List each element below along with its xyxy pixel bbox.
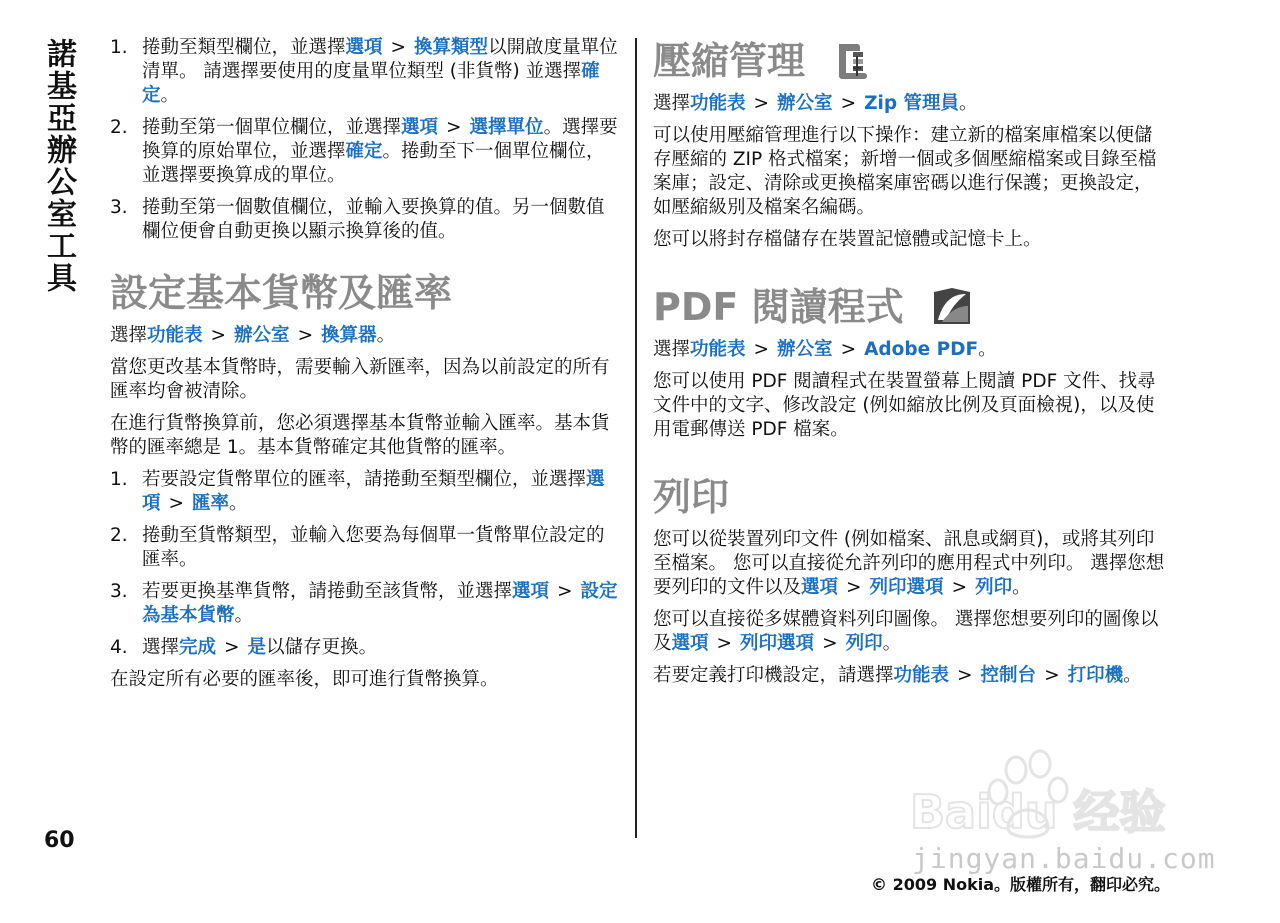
- path-separator: >: [168, 493, 185, 514]
- text-run: 。: [1123, 665, 1142, 686]
- zip-manager-icon: [831, 38, 879, 84]
- text-run: 您可以從裝置列印文件 (例如檔案、訊息或網頁)，或將其列印至檔案。 您可以直接從允許列印的應用程式中列印。 選擇您想要列印的文件以及: [653, 529, 1165, 598]
- page-number: 60: [44, 828, 75, 853]
- currency-steps: [110, 468, 622, 660]
- text-run: 選擇: [110, 325, 148, 346]
- text-run: 若要定義打印機設定，請選擇: [653, 665, 894, 686]
- menu-path-pdf: [653, 338, 1168, 362]
- path-separator: >: [1044, 665, 1060, 686]
- text-run: 。: [160, 85, 180, 106]
- menu-link[interactable]: Adobe PDF: [864, 339, 979, 360]
- text-run: 。: [978, 339, 997, 360]
- left-column: [110, 36, 622, 700]
- text-run: 。: [229, 493, 248, 514]
- paragraph-currency-1: 當您更改基本貨幣時，需要輸入新匯率，因為以前設定的所有匯率均會被清除。: [110, 357, 610, 402]
- menu-link[interactable]: Zip 管理員: [864, 93, 960, 114]
- menu-link[interactable]: 辦公室: [777, 93, 833, 114]
- menu-link[interactable]: 列印: [975, 577, 1013, 598]
- section-heading-currency: 設定基本貨幣及匯率: [110, 271, 453, 315]
- menu-link[interactable]: 換算器: [321, 325, 377, 346]
- list-number: 1.: [110, 37, 128, 58]
- menu-link[interactable]: 是: [247, 637, 267, 658]
- path-separator: >: [822, 633, 838, 654]
- text-run: 。: [376, 325, 396, 346]
- path-separator: >: [446, 117, 462, 138]
- menu-link[interactable]: 控制台: [980, 665, 1037, 686]
- menu-link[interactable]: 匯率: [192, 493, 230, 514]
- text-run: 您可以直接從多媒體資料列印圖像。 選擇您想要列印的圖像以及: [653, 609, 1159, 654]
- menu-link[interactable]: 換算類型: [414, 37, 489, 58]
- text-run: 捲動至類型欄位，並選擇: [142, 37, 346, 58]
- menu-link[interactable]: 設定為基本貨幣: [142, 581, 618, 626]
- list-item-text: [142, 636, 622, 660]
- text-run: 若要設定貨幣單位的匯率，請捲動至類型欄位，並選擇: [142, 469, 587, 490]
- text-run: 。: [882, 633, 902, 654]
- section-heading-pdf: [653, 282, 1168, 332]
- paragraph-print-3: [653, 664, 1168, 688]
- path-separator: >: [753, 93, 770, 114]
- path-separator: >: [957, 665, 973, 686]
- list-item: [110, 196, 622, 244]
- chapter-title: 諾基亞辦公室工具: [41, 38, 76, 294]
- list-number: 1.: [110, 469, 128, 490]
- path-separator: >: [840, 93, 857, 114]
- copyright-notice: © 2009 Nokia。版權所有，翻印必究。: [871, 875, 1170, 894]
- text-run: 捲動至貨幣類型，並輸入您要為每個單一貨幣單位設定的匯率。: [142, 525, 605, 570]
- text-run: 。捲動至下一個單位欄位，並選擇要換算成的單位。: [142, 141, 605, 186]
- menu-link[interactable]: 列印: [845, 633, 883, 654]
- text-run: 以開啟度量單位清單。 請選擇要使用的度量單位類型 (非貨幣) 並選擇: [142, 37, 618, 82]
- watermark-logo-text: Baidu 经验: [910, 785, 1166, 839]
- section-heading-zip: [653, 36, 1168, 86]
- pdf-heading-text: PDF 閱讀程式: [653, 285, 904, 329]
- text-run: 捲動至第一個數值欄位，並輸入要換算的值。另一個數值欄位便會自動更換以顯示換算後的值。: [142, 197, 605, 242]
- text-run: 若要更換基準貨幣，請捲動至該貨幣，並選擇: [142, 581, 513, 602]
- path-separator: >: [951, 577, 968, 598]
- menu-link[interactable]: 確定: [142, 61, 600, 106]
- menu-link[interactable]: 打印機: [1067, 665, 1124, 686]
- list-item-text: [142, 116, 622, 188]
- list-number: 3.: [110, 197, 128, 218]
- text-run: 以儲存更換。: [266, 637, 378, 658]
- menu-link[interactable]: 選項: [142, 469, 605, 514]
- path-separator: >: [753, 339, 770, 360]
- menu-link[interactable]: 辦公室: [234, 325, 290, 346]
- text-run: 。: [1012, 577, 1031, 598]
- section-heading-print: 列印: [653, 475, 730, 519]
- path-separator: >: [557, 581, 573, 602]
- path-separator: >: [390, 37, 407, 58]
- text-run: 。選擇要換算的原始單位，並選擇: [142, 117, 618, 162]
- menu-path-zip: [653, 92, 1168, 116]
- list-item-text: [142, 468, 622, 516]
- menu-link[interactable]: 完成: [179, 637, 217, 658]
- list-number: 2.: [110, 525, 128, 546]
- menu-link[interactable]: 辦公室: [777, 339, 833, 360]
- pdf-reader-icon: [930, 284, 978, 330]
- zip-heading-text: 壓縮管理: [653, 39, 806, 83]
- paragraph-print-2: [653, 608, 1168, 656]
- list-item: [110, 36, 622, 108]
- paragraph-zip-2: 您可以將封存檔儲存在裝置記憶體或記憶卡上。: [653, 229, 1042, 250]
- menu-link[interactable]: 選項: [801, 577, 839, 598]
- list-item: [110, 636, 622, 660]
- menu-link[interactable]: 功能表: [690, 93, 746, 114]
- path-separator: >: [210, 325, 227, 346]
- watermark-url: jingyan.baidu.com: [912, 842, 1216, 875]
- menu-link[interactable]: 選項: [401, 117, 439, 138]
- menu-link[interactable]: 功能表: [147, 325, 203, 346]
- path-separator: >: [846, 577, 862, 598]
- text-run: 選擇: [653, 339, 691, 360]
- list-number: 4.: [110, 637, 128, 658]
- list-item-text: [142, 36, 622, 108]
- conversion-steps: [110, 36, 622, 244]
- list-item-text: [142, 524, 622, 572]
- text-run: 捲動至第一個單位欄位，並選擇: [142, 117, 402, 138]
- column-divider: [635, 38, 637, 838]
- menu-path-currency: [110, 324, 622, 348]
- list-number: 3.: [110, 581, 128, 602]
- paragraph-zip-1: 可以使用壓縮管理進行以下操作：建立新的檔案庫檔案以便儲存壓縮的 ZIP 格式檔案；新增一個或多個壓縮檔案或目錄至檔案庫；設定、清除或更換檔案庫密碼以進行保護；更換設定，如壓縮級別及檔案名編碼。: [653, 125, 1157, 218]
- menu-link[interactable]: 選項: [671, 633, 709, 654]
- menu-link[interactable]: 選項: [345, 37, 383, 58]
- text-run: 。: [234, 605, 254, 626]
- menu-link[interactable]: 功能表: [690, 339, 746, 360]
- text-run: 選擇: [653, 93, 691, 114]
- path-separator: >: [840, 339, 857, 360]
- list-item: [110, 524, 622, 572]
- menu-link[interactable]: 功能表: [893, 665, 950, 686]
- paragraph-print-1: [653, 528, 1168, 600]
- list-item: [110, 468, 622, 516]
- paragraph-currency-3: 在設定所有必要的匯率後，即可進行貨幣換算。: [110, 669, 499, 690]
- paragraph-currency-2: 在進行貨幣換算前，您必須選擇基本貨幣並輸入匯率。基本貨幣的匯率總是 1。基本貨幣確定其他貨幣的匯率。: [110, 413, 610, 458]
- path-separator: >: [716, 633, 733, 654]
- list-item-text: [142, 196, 622, 244]
- paragraph-pdf-1: 您可以使用 PDF 閱讀程式在裝置螢幕上閱讀 PDF 文件、找尋文件中的文字、修改設定 (例如縮放比例及頁面檢視)，以及使用電郵傳送 PDF 檔案。: [653, 371, 1156, 440]
- path-separator: >: [297, 325, 314, 346]
- menu-link[interactable]: 確定: [345, 141, 383, 162]
- list-item: [110, 116, 622, 188]
- menu-link[interactable]: 列印選項: [740, 633, 815, 654]
- list-number: 2.: [110, 117, 128, 138]
- path-separator: >: [224, 637, 240, 658]
- list-item-text: [142, 580, 622, 628]
- menu-link[interactable]: 列印選項: [869, 577, 944, 598]
- menu-link[interactable]: 選擇單位: [469, 117, 544, 138]
- list-item: [110, 580, 622, 628]
- text-run: 選擇: [142, 637, 180, 658]
- menu-link[interactable]: 選項: [512, 581, 550, 602]
- right-column: [653, 36, 1168, 696]
- text-run: 。: [959, 93, 978, 114]
